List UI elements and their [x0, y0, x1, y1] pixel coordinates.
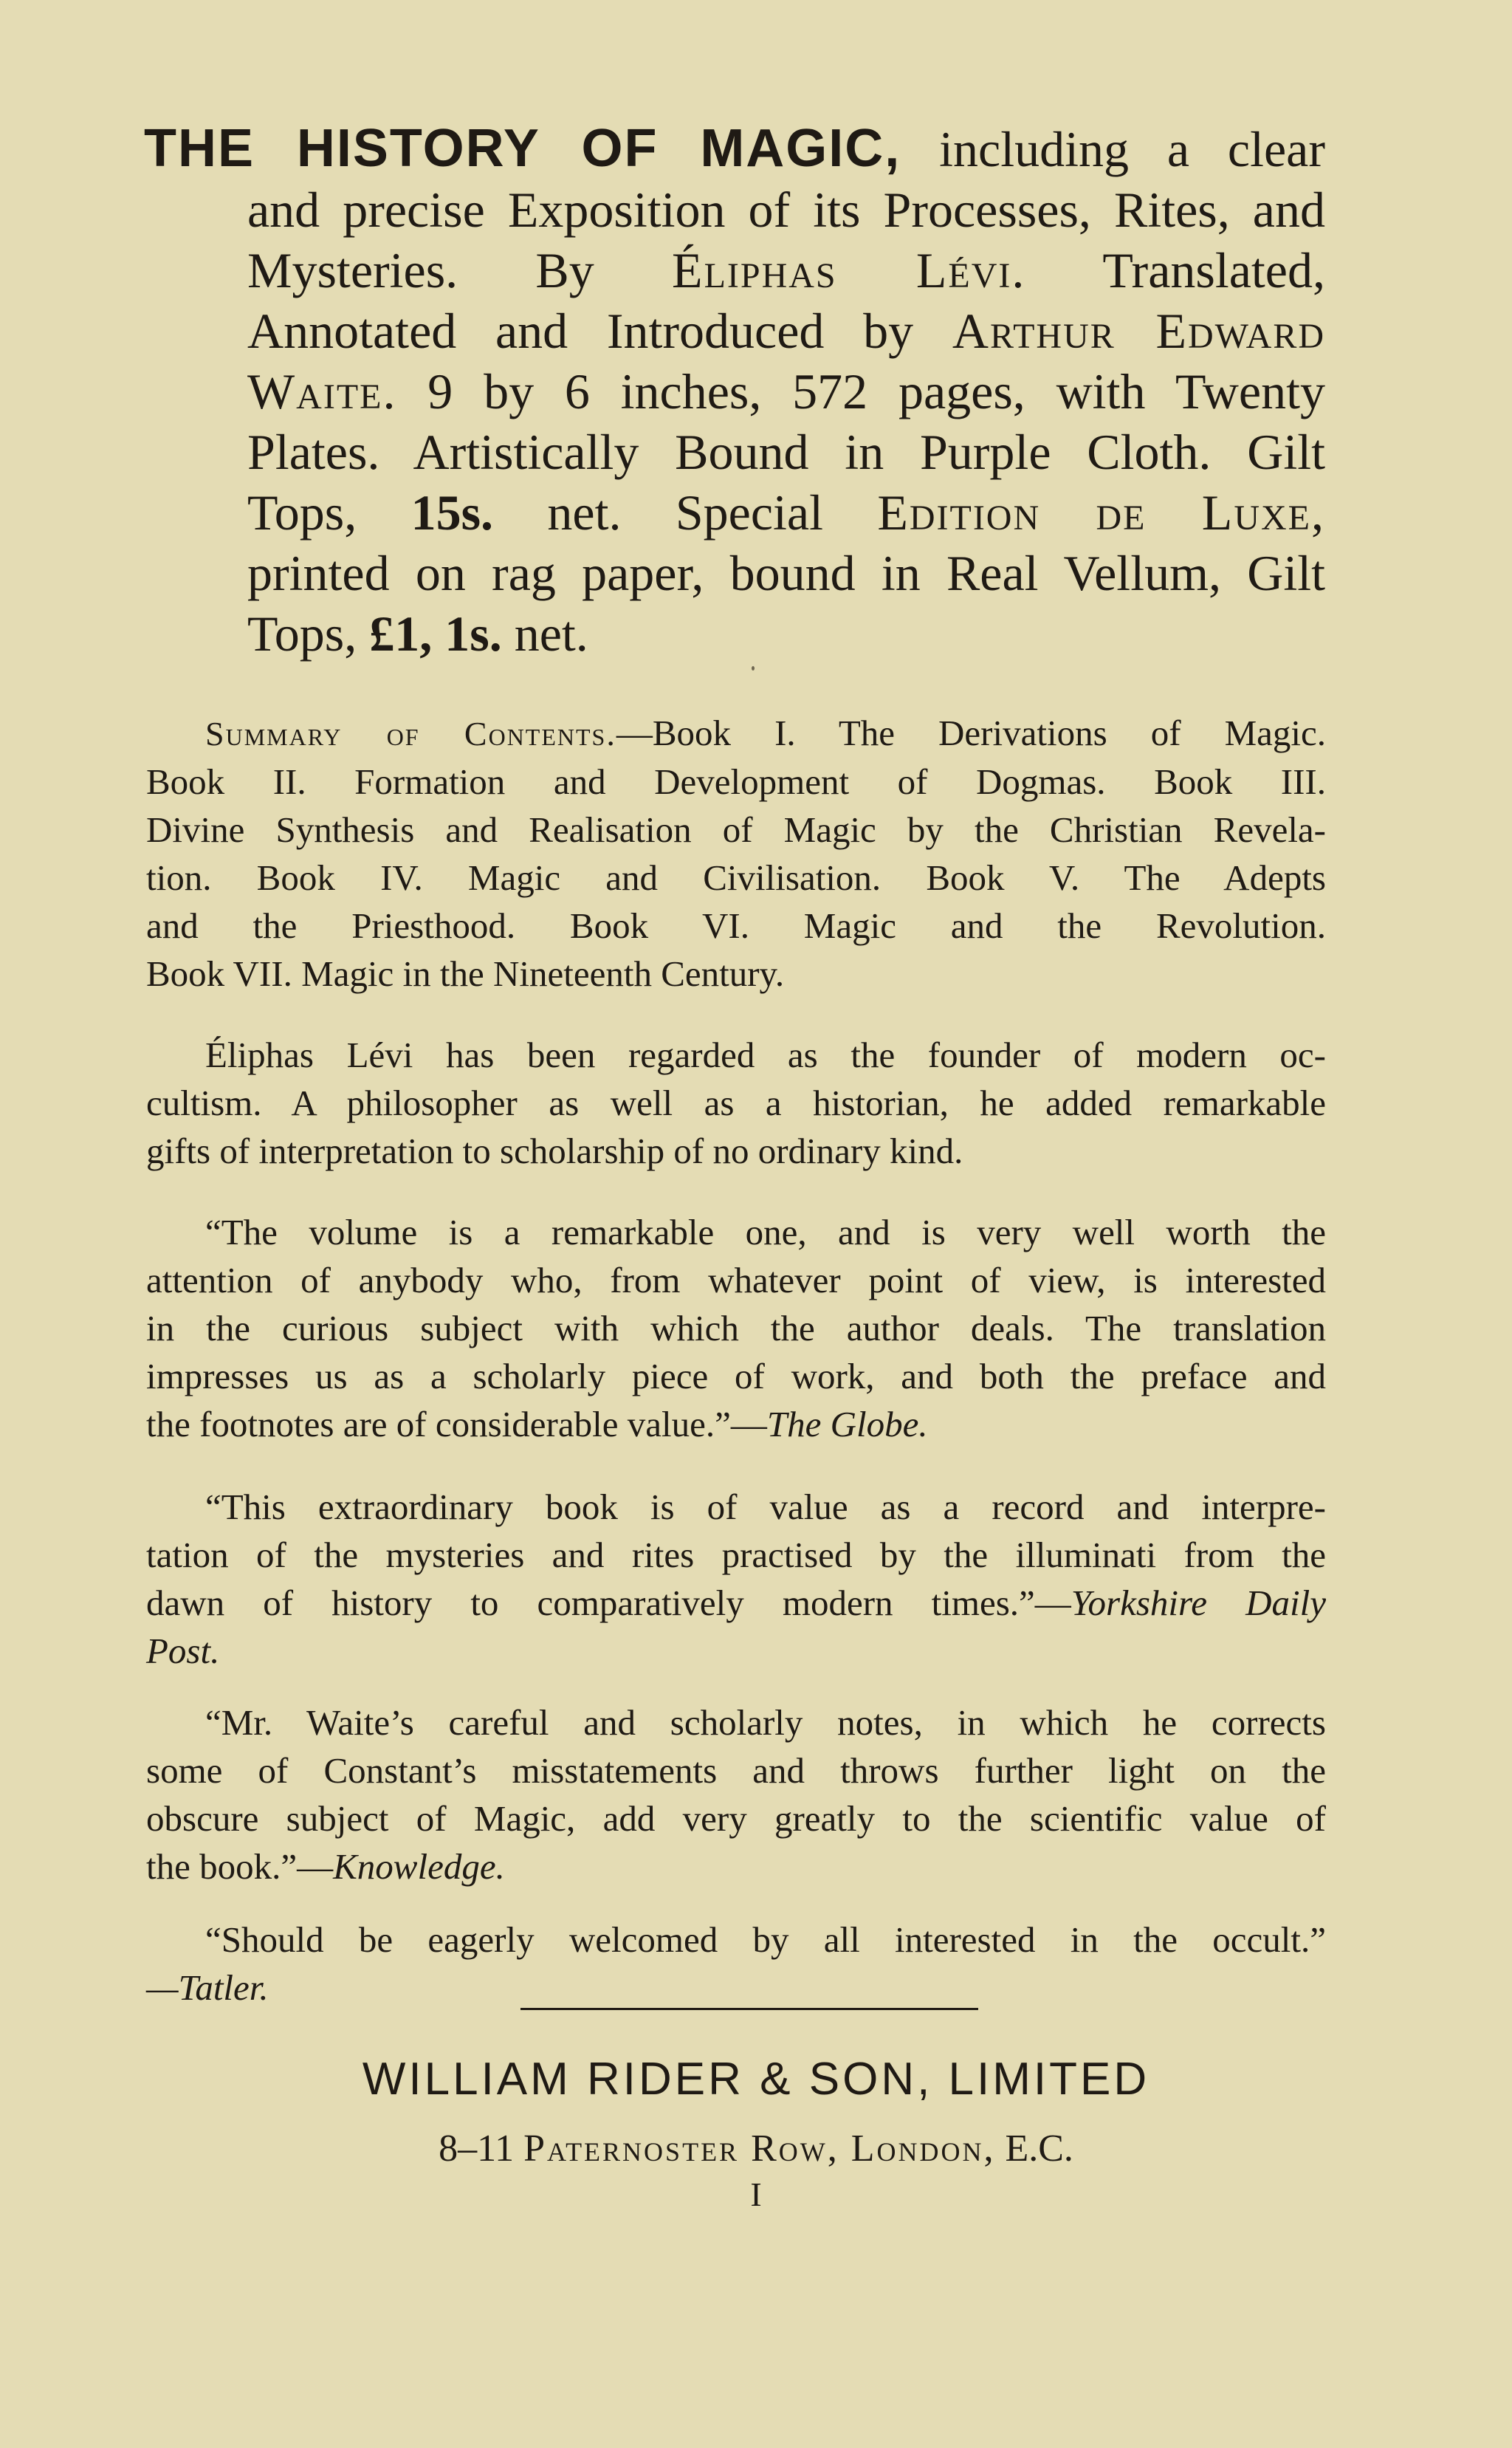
paragraph-line: “This extraordinary book is of value as a record and interpre-	[205, 1487, 1326, 1527]
advert-line-1: THE HISTORY OF MAGIC, including a clear	[144, 119, 1326, 178]
advert-line-4: Annotated and Introduced by Arthur Edward	[247, 303, 1326, 359]
divider-rule	[520, 2008, 978, 2010]
paragraph-line: in the curious subject with which the author deals. The translation	[146, 1308, 1326, 1348]
review-quote-yorkshire	[146, 1483, 1326, 1675]
price-standard: 15s.	[410, 484, 494, 541]
advert-line-8: printed on rag paper, bound in Real Vellum, Gilt	[247, 545, 1325, 601]
paragraph-line	[146, 1964, 1326, 2012]
paragraph-line: cultism. A philosopher as well as a historian, he added remarkable	[146, 1083, 1326, 1123]
book-title: THE HISTORY OF MAGIC,	[144, 119, 901, 178]
summary-line: Divine Synthesis and Realisation of Magic by the Christian Revela-	[146, 809, 1326, 850]
paragraph-line: some of Constant’s misstatements and throws further light on the	[146, 1750, 1326, 1791]
page-number: I	[750, 2176, 762, 2213]
summary-line: Book II. Formation and Development of Dogmas. Book III.	[146, 761, 1326, 802]
advert-line-3: Mysteries. By Éliphas Lévi. Translated,	[247, 242, 1325, 298]
review-source: The Globe.	[766, 1404, 928, 1444]
review-quote-tatler	[146, 1916, 1326, 2012]
paragraph-line: dawn of history to comparatively modern times.”—Yorkshire Daily	[146, 1583, 1326, 1623]
paragraph-line: impresses us as a scholarly piece of work, and both the preface and	[146, 1356, 1326, 1396]
deluxe-edition-label: Edition de Luxe,	[877, 484, 1325, 541]
advert-line-6: Plates. Artistically Bound in Purple Cloth. Gilt	[247, 424, 1325, 480]
review-quote-knowledge	[146, 1698, 1326, 1890]
paragraph-line: attention of anybody who, from whatever point of view, is interested	[146, 1260, 1326, 1300]
paragraph-line: tation of the mysteries and rites practised by the illuminati from the	[146, 1535, 1326, 1575]
author-name: Éliphas Lévi.	[672, 242, 1026, 298]
translator-name: Arthur Edward	[952, 303, 1326, 359]
paragraph-line: “The volume is a remarkable one, and is very well worth the	[205, 1212, 1326, 1252]
advert-line-7: Tops, 15s. net. Special Edition de Luxe,	[247, 484, 1325, 541]
paragraph-line: “Mr. Waite’s careful and scholarly notes, in which he corrects	[205, 1702, 1326, 1743]
advert-line-5: Waite. 9 by 6 inches, 572 pages, with Twenty	[247, 363, 1325, 419]
summary-line: tion. Book IV. Magic and Civilisation. Book V. The Adepts	[146, 857, 1326, 898]
paragraph-line: gifts of interpretation to scholarship of no ordinary kind.	[146, 1131, 963, 1171]
publisher-name: WILLIAM RIDER & SON, LIMITED	[362, 2054, 1150, 2105]
paragraph-line: Éliphas Lévi has been regarded as the founder of modern oc-	[205, 1035, 1326, 1075]
publisher-address: 8–11 Paternoster Row, London, E.C.	[439, 2128, 1073, 2170]
review-source-cont: Post.	[146, 1631, 220, 1671]
author-description	[146, 1031, 1326, 1175]
advert-line-9: Tops, £1, 1s. net.	[247, 606, 588, 662]
review-source: Knowledge.	[333, 1846, 505, 1887]
summary-line: Summary of Contents.—Book I. The Derivations of Magic.	[205, 713, 1327, 753]
summary-line: Book VII. Magic in the Nineteenth Century.	[146, 953, 785, 994]
paragraph-line: “Should be eagerly welcomed by all interested in the occult.”	[205, 1919, 1326, 1960]
paragraph-line: obscure subject of Magic, add very greatly to the scientific value of	[146, 1798, 1326, 1839]
paragraph-line	[146, 1627, 1326, 1675]
summary-heading: Summary of Contents.	[205, 715, 616, 752]
advert-line-2: and precise Exposition of its Processes, Rites, and	[247, 182, 1325, 238]
review-quote-globe	[146, 1208, 1326, 1448]
paragraph-line: the footnotes are of considerable value.”—The Globe.	[146, 1404, 928, 1444]
summary-of-contents	[146, 709, 1326, 998]
review-source: —Tatler.	[146, 1967, 269, 2008]
translator-surname: Waite.	[247, 363, 397, 419]
book-advertisement	[144, 118, 1325, 664]
paragraph-line: the book.”—Knowledge.	[146, 1846, 505, 1887]
review-source: Yorkshire Daily	[1071, 1583, 1326, 1623]
paper-speck	[752, 666, 755, 671]
summary-line: and the Priesthood. Book VI. Magic and the Revolution.	[146, 905, 1326, 946]
price-deluxe: £1, 1s.	[369, 606, 502, 662]
